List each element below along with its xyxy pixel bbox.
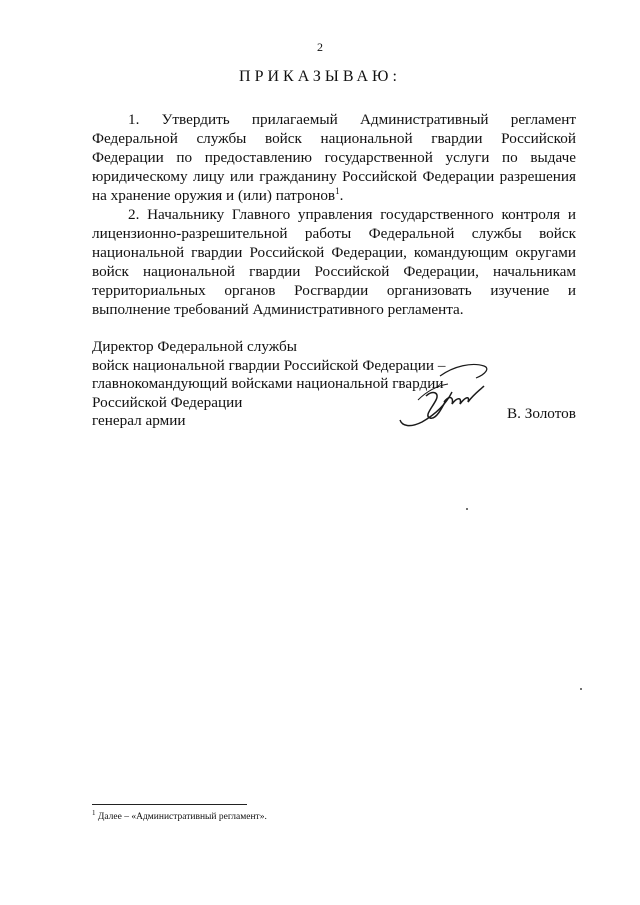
footnote <box>92 808 267 822</box>
footnote-text: Далее – «Административный регламент». <box>97 812 267 822</box>
scan-speck <box>580 688 582 690</box>
signatory-name: В. Золотов <box>507 405 576 422</box>
signatory-line-4: Российской Федерации <box>92 393 243 411</box>
handwritten-signature-icon <box>396 356 492 432</box>
footnote-reference: 1 <box>335 185 340 196</box>
signatory-line-1: Директор Федеральной службы <box>92 338 297 355</box>
order-heading: ПРИКАЗЫВАЮ: <box>239 68 401 85</box>
signatory-line-5: генерал армии <box>92 412 186 429</box>
signatory-title-block <box>92 338 576 431</box>
paragraph-2-text: 2. Начальнику Главного управления государственного контроля и лицензионно-разрешительной работы Федеральной службы войск национальной гвардии Российской Федерации, командующим округами войск национальной гвардии Российской Федерации, начальникам территориальных органов Росгвардии организовать изучение и выполнение требований Административного регламента. <box>92 206 576 318</box>
footnote-marker: 1 <box>92 808 96 817</box>
signatory-line-2: войск национальной гвардии Российской Федерации – <box>92 356 446 374</box>
scan-speck <box>466 508 468 510</box>
footnote-divider <box>92 804 247 805</box>
paragraph-1-text: 1. Утвердить прилагаемый Административный регламент Федеральной службы войск национальной гвардии Российской Федерации по предоставлению государственной услуги по выдаче юридическому лицу или гражданину Российской Федерации разрешения на хранение оружия и (или) патронов <box>92 111 576 204</box>
paragraph-1: 1. Утвердить прилагаемый Административный регламент Федеральной службы войск национальной гвардии Российской Федерации по предоставлению государственной услуги по выдаче юридическому лицу или гражданину Российской Федерации разрешения на хранение оружия и (или) патронов$^1$. <box>92 111 576 204</box>
order-body <box>92 110 576 319</box>
signatory-line-3: главнокомандующий войсками национальной гвардии <box>92 375 444 392</box>
paragraph-2 <box>92 205 576 319</box>
page-number: 2 <box>317 40 323 54</box>
